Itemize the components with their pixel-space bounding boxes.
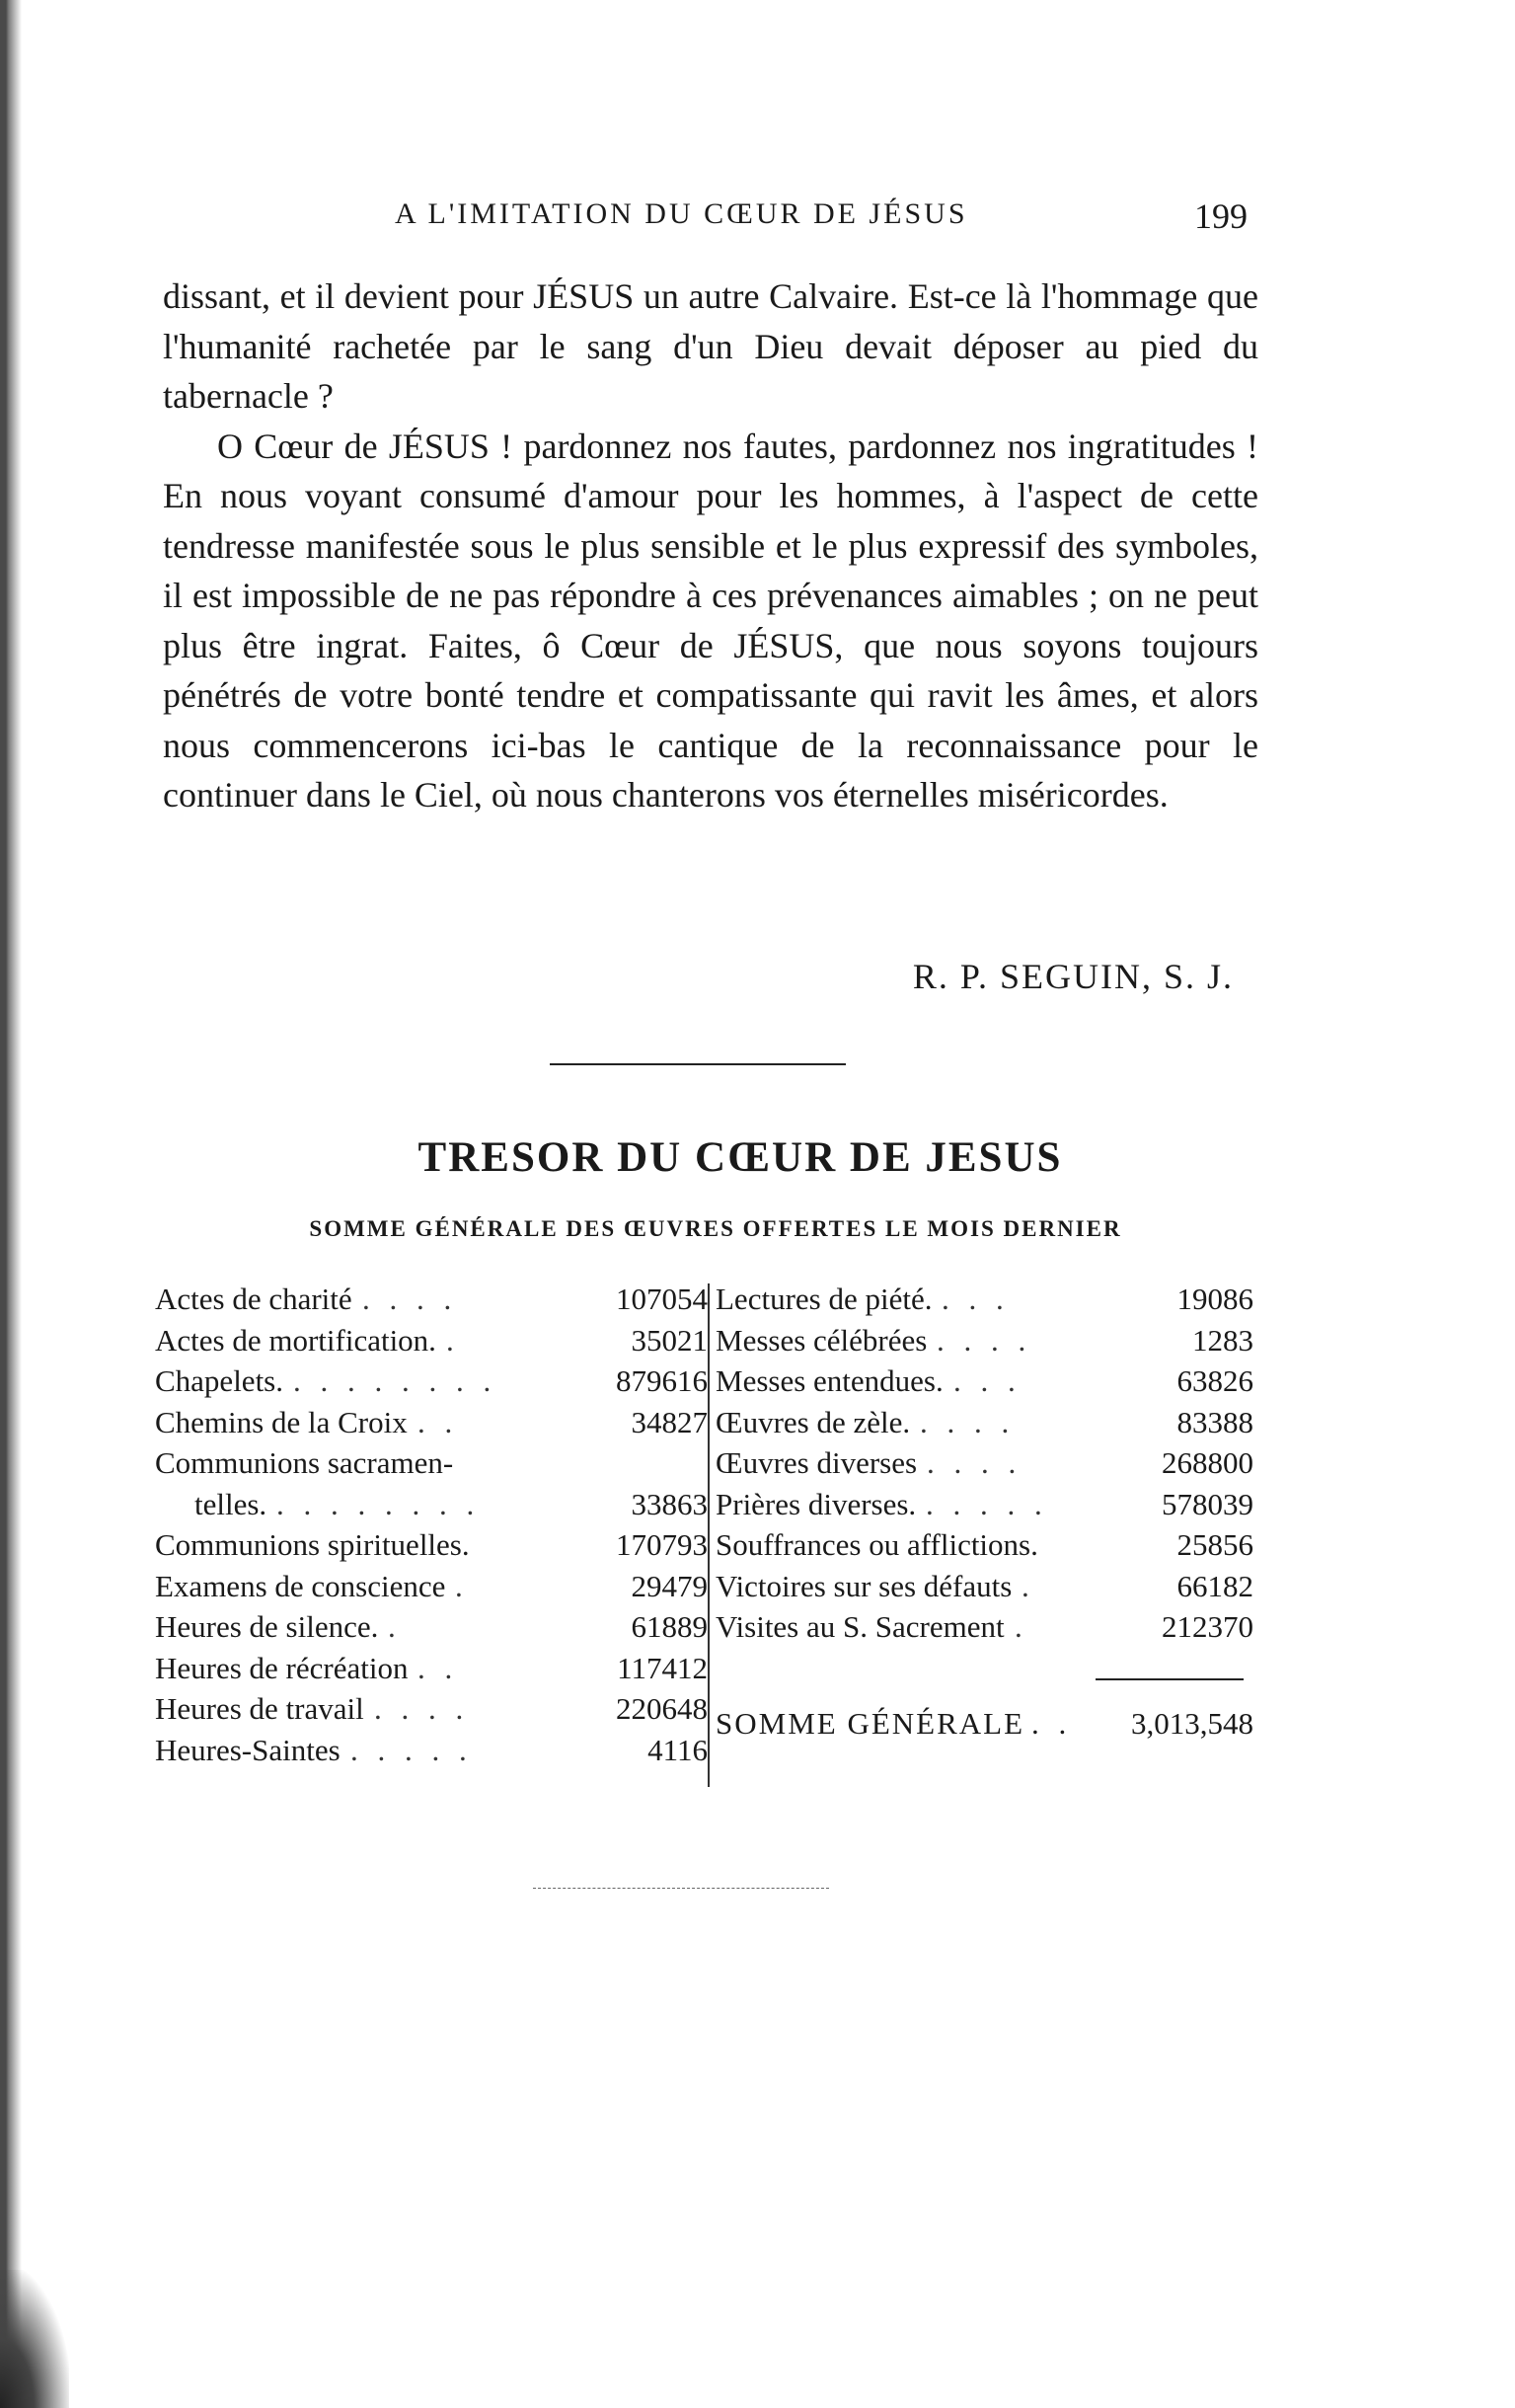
leader-dots: . . . .	[362, 1282, 458, 1316]
table-row	[155, 1402, 708, 1443]
running-title: A L'IMITATION DU CŒUR DE JÉSUS	[395, 197, 968, 230]
leader-dots: .	[455, 1568, 469, 1603]
work-count: 19086	[1176, 1282, 1253, 1316]
work-label: Œuvres diverses	[716, 1445, 918, 1480]
table-row	[716, 1402, 1253, 1443]
table-row	[155, 1524, 708, 1566]
work-count: 34827	[631, 1404, 708, 1439]
work-count: 4116	[647, 1732, 708, 1767]
leader-dots: . . .	[942, 1282, 1010, 1316]
work-count: 29479	[631, 1568, 708, 1603]
table-row	[155, 1648, 708, 1689]
leader-dots: . . . .	[927, 1445, 1023, 1480]
work-label: Heures-Saintes	[155, 1732, 341, 1767]
work-label: Victoires sur ses défauts	[716, 1568, 1013, 1603]
table-row	[716, 1566, 1253, 1607]
column-divider	[708, 1283, 710, 1787]
table-row	[716, 1360, 1253, 1402]
section-divider	[550, 1063, 846, 1065]
work-count: 879616	[616, 1363, 708, 1398]
leader-dots: . . . . . . . .	[293, 1363, 497, 1398]
work-label: Chemins de la Croix	[155, 1404, 408, 1439]
table-row	[155, 1442, 708, 1524]
leader-dots: . .	[417, 1650, 459, 1685]
work-count: 66182	[1176, 1568, 1253, 1603]
work-count: 170793	[616, 1527, 708, 1562]
work-count: 33863	[631, 1486, 708, 1521]
work-count: 1283	[1192, 1322, 1253, 1358]
work-count: 578039	[1162, 1486, 1253, 1521]
work-count: 83388	[1176, 1404, 1253, 1439]
work-label: Communions spirituelles.	[155, 1527, 470, 1562]
work-label: Souffrances ou afflictions.	[716, 1527, 1038, 1562]
section-title: TRESOR DU CŒUR DE JESUS	[417, 1134, 1063, 1181]
author-signature: R. P. SEGUIN, S. J.	[912, 957, 1234, 996]
work-label: Actes de charité	[155, 1282, 352, 1316]
work-label: Heures de silence.	[155, 1609, 379, 1644]
work-count: 63826	[1176, 1363, 1253, 1398]
leader-dots: .	[446, 1322, 460, 1358]
table-row	[716, 1442, 1253, 1484]
work-label: Lectures de piété.	[716, 1282, 933, 1316]
work-label: Heures de récréation	[155, 1650, 409, 1685]
body-text	[163, 272, 1258, 820]
work-label: Messes célébrées	[716, 1322, 928, 1358]
leader-dots: .	[1022, 1568, 1035, 1603]
leader-dots: . . . . . . . .	[276, 1486, 481, 1521]
work-count: 117412	[617, 1650, 708, 1685]
table-row	[155, 1279, 708, 1320]
work-label: Examens de conscience	[155, 1568, 446, 1603]
scan-corner-shadow	[0, 2270, 69, 2408]
work-count: 212370	[1162, 1609, 1253, 1644]
leader-dots: .	[388, 1609, 402, 1644]
work-label: Œuvres de zèle.	[716, 1404, 911, 1439]
leader-dots: . . . . .	[350, 1732, 473, 1767]
work-count: 25856	[1176, 1527, 1253, 1562]
table-row	[155, 1566, 708, 1607]
scan-edge-shadow	[0, 0, 22, 2408]
leader-dots: .	[1015, 1609, 1028, 1644]
work-label: Communions sacramen-	[155, 1445, 454, 1480]
table-row	[155, 1320, 708, 1361]
leader-dots: . .	[417, 1404, 459, 1439]
leader-dots: . . . .	[937, 1322, 1032, 1358]
work-count: 107054	[616, 1282, 708, 1316]
table-row	[716, 1279, 1253, 1320]
page-number: 199	[1194, 196, 1248, 236]
table-row	[155, 1730, 708, 1771]
section-subtitle: SOMME GÉNÉRALE DES ŒUVRES OFFERTES LE MOIS DERNIER	[309, 1216, 1122, 1241]
table-row	[716, 1484, 1253, 1525]
end-rule	[533, 1888, 829, 1889]
table-row	[155, 1360, 708, 1402]
work-label: Prières diverses.	[716, 1486, 917, 1521]
table-row	[155, 1606, 708, 1648]
table-row	[155, 1688, 708, 1730]
work-label: Messes entendues.	[716, 1363, 944, 1398]
work-count: 35021	[631, 1322, 708, 1358]
leader-dots: . . . .	[374, 1691, 470, 1726]
total-rule	[1096, 1678, 1244, 1680]
paragraph: O Cœur de JÉSUS ! pardonnez nos fautes, pardonnez nos ingratitudes ! En nous voyant consumé d'amour pour les hommes, à l'aspect de cette tendresse manifestée sous le plus sensible et le plus expressif des symboles, il est impossible de ne pas répondre à ces prévenances aimables ; on ne peut plus être ingrat. Faites, ô Cœur de JÉSUS, que nous soyons toujours pénétrés de votre bonté tendre et compatissante qui ravit les âmes, et alors nous commencerons ici-bas le cantique de la reconnaissance pour le continuer dans le Ciel, où nous chanterons vos éternelles miséricordes.	[163, 426, 1258, 815]
work-label: Chapelets.	[155, 1363, 283, 1398]
work-label: Actes de mortification.	[155, 1322, 436, 1358]
work-count: 268800	[1162, 1445, 1253, 1480]
work-label: Visites au S. Sacrement	[716, 1609, 1005, 1644]
table-row	[716, 1320, 1253, 1361]
works-column-right	[716, 1279, 1253, 1648]
leader-dots: . . .	[953, 1363, 1022, 1398]
works-column-left	[155, 1279, 708, 1770]
leader-dots: . .	[1031, 1706, 1073, 1741]
paragraph: dissant, et il devient pour JÉSUS un autre Calvaire. Est-ce là l'hommage que l'humanité rachetée par le sang d'un Dieu devait déposer au pied du tabernacle ?	[163, 276, 1258, 416]
work-count: 61889	[631, 1609, 708, 1644]
work-count: 220648	[616, 1691, 708, 1726]
grand-total-label: SOMME GÉNÉRALE	[716, 1706, 1025, 1741]
table-row	[716, 1606, 1253, 1648]
grand-total-value: 3,013,548	[1131, 1706, 1253, 1741]
leader-dots: . . . .	[920, 1404, 1016, 1439]
table-row	[716, 1524, 1253, 1566]
leader-dots: . . . . .	[926, 1486, 1048, 1521]
work-label: Heures de travail	[155, 1691, 364, 1726]
work-label-continued: telles.	[194, 1486, 267, 1521]
